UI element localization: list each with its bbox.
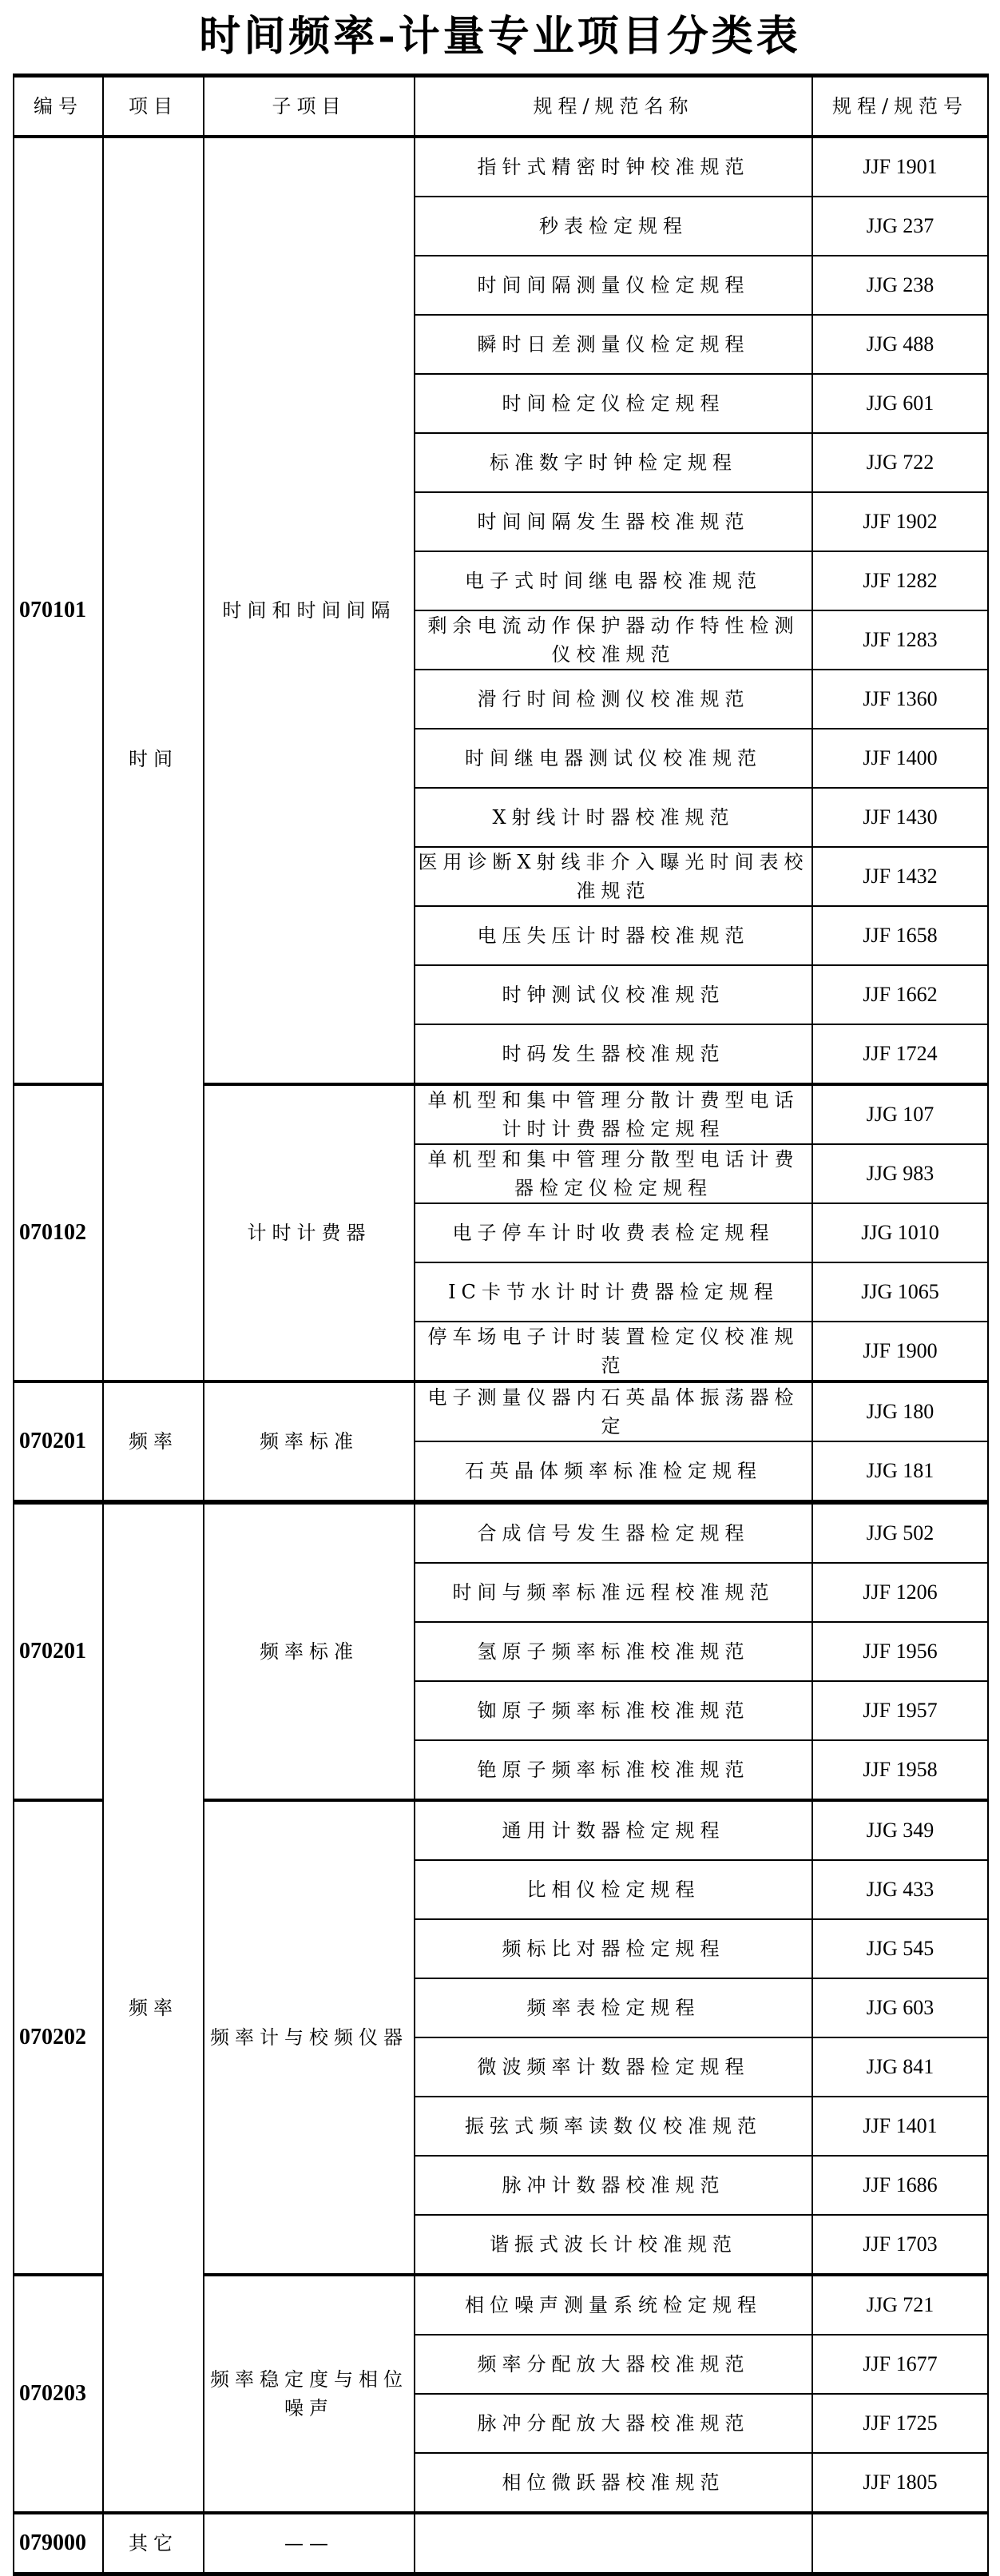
item-cell: 频率 [103,1381,204,1502]
section-code: 070101 [14,137,103,1084]
spec-name-cell: 氢原子频率标准校准规范 [415,1622,812,1681]
spec-name-cell: 频标比对器检定规程 [415,1919,812,1978]
spec-name-cell: 铷原子频率标准校准规范 [415,1681,812,1740]
spec-name-cell: 脉冲计数器校准规范 [415,2156,812,2215]
subitem-cell: 频率标准 [204,1381,415,1502]
spec-number-cell: JJG 237 [812,197,988,256]
spec-name-cell: 时间继电器测试仪校准规范 [415,729,812,788]
spec-name-cell: 时钟测试仪校准规范 [415,965,812,1024]
spec-name-cell: 铯原子频率标准校准规范 [415,1740,812,1800]
spec-name-cell: 时间间隔发生器校准规范 [415,492,812,551]
spec-number-cell: JJF 1677 [812,2335,988,2394]
spec-number-cell: JJF 1703 [812,2215,988,2275]
spec-number-cell: JJF 1658 [812,906,988,965]
spec-name-cell: 石英晶体频率标准检定规程 [415,1441,812,1502]
spec-number-cell: JJF 1805 [812,2453,988,2513]
header-spec-name: 规程/规范名称 [415,76,812,137]
spec-name-cell: IC卡节水计时计费器检定规程 [415,1262,812,1322]
spec-number-cell: JJG 238 [812,256,988,315]
spec-number-cell: JJF 1725 [812,2394,988,2453]
spec-number-cell: JJG 502 [812,1502,988,1563]
spec-number-cell: JJF 1282 [812,551,988,610]
header-subitem: 子项目 [204,76,415,137]
spec-number-cell: JJF 1662 [812,965,988,1024]
section-code: 070201 [14,1502,103,1800]
spec-number-cell: JJF 1724 [812,1024,988,1084]
spec-number-cell: JJF 1957 [812,1681,988,1740]
spec-name-cell: 频率分配放大器校准规范 [415,2335,812,2394]
spec-number-cell: JJF 1958 [812,1740,988,1800]
spec-name-cell: 停车场电子计时装置检定仪校准规范 [415,1322,812,1381]
spec-name-cell: 微波频率计数器检定规程 [415,2037,812,2097]
item-cell: 其它 [103,2513,204,2574]
spec-number-cell: JJG 721 [812,2275,988,2335]
item-cell: 频率 [103,1502,204,2513]
spec-name-cell: 比相仪检定规程 [415,1860,812,1919]
spec-name-cell [415,2513,812,2574]
spec-name-cell: 医用诊断X射线非介入曝光时间表校准规范 [415,847,812,906]
spec-number-cell: JJF 1430 [812,788,988,847]
spec-name-cell: X射线计时器校准规范 [415,788,812,847]
subitem-cell: 频率计与校频仪器 [204,1800,415,2275]
spec-number-cell [812,2513,988,2574]
spec-number-cell: JJG 1065 [812,1262,988,1322]
spec-number-cell: JJF 1901 [812,137,988,197]
spec-number-cell: JJF 1900 [812,1322,988,1381]
spec-number-cell: JJG 603 [812,1978,988,2037]
classification-table [13,74,989,2576]
spec-number-cell: JJF 1686 [812,2156,988,2215]
section-code: 070203 [14,2275,103,2513]
spec-name-cell: 相位微跃器校准规范 [415,2453,812,2513]
spec-name-cell: 振弦式频率读数仪校准规范 [415,2097,812,2156]
item-cell: 时间 [103,137,204,1381]
table-row [14,137,988,197]
spec-name-cell: 标准数字时钟检定规程 [415,433,812,492]
spec-name-cell: 电压失压计时器校准规范 [415,906,812,965]
spec-number-cell: JJG 433 [812,1860,988,1919]
spec-number-cell: JJG 180 [812,1381,988,1441]
spec-number-cell: JJF 1956 [812,1622,988,1681]
header-spec-number: 规程/规范号 [812,76,988,137]
spec-number-cell: JJG 601 [812,374,988,433]
spec-number-cell: JJG 722 [812,433,988,492]
spec-number-cell: JJF 1432 [812,847,988,906]
section-code: 070202 [14,1800,103,2275]
header-item: 项目 [103,76,204,137]
spec-number-cell: JJG 545 [812,1919,988,1978]
table-row [14,2513,988,2574]
spec-number-cell: JJG 107 [812,1084,988,1144]
spec-name-cell: 指针式精密时钟校准规范 [415,137,812,197]
subitem-cell: 频率标准 [204,1502,415,1800]
spec-name-cell: 单机型和集中管理分散计费型电话计时计费器检定规程 [415,1084,812,1144]
spec-name-cell: 瞬时日差测量仪检定规程 [415,315,812,374]
spec-name-cell: 秒表检定规程 [415,197,812,256]
spec-number-cell: JJG 181 [812,1441,988,1502]
section-code: 070201 [14,1381,103,1502]
spec-number-cell: JJG 488 [812,315,988,374]
spec-name-cell: 合成信号发生器检定规程 [415,1502,812,1563]
page-title: 时间频率-计量专业项目分类表 [199,12,801,61]
section-code: 070102 [14,1084,103,1381]
spec-name-cell: 电子式时间继电器校准规范 [415,551,812,610]
spec-name-cell: 电子测量仪器内石英晶体振荡器检定 [415,1381,812,1441]
table-row [14,1381,988,1441]
spec-name-cell: 时间与频率标准远程校准规范 [415,1563,812,1622]
spec-name-cell: 时间检定仪检定规程 [415,374,812,433]
spec-name-cell: 滑行时间检测仪校准规范 [415,670,812,729]
spec-number-cell: JJF 1206 [812,1563,988,1622]
spec-name-cell: 脉冲分配放大器校准规范 [415,2394,812,2453]
spec-name-cell: 电子停车计时收费表检定规程 [415,1203,812,1262]
spec-name-cell: 谐振式波长计校准规范 [415,2215,812,2275]
spec-number-cell: JJF 1400 [812,729,988,788]
spec-name-cell: 时间间隔测量仪检定规程 [415,256,812,315]
spec-number-cell: JJF 1360 [812,670,988,729]
spec-number-cell: JJG 1010 [812,1203,988,1262]
spec-number-cell: JJF 1401 [812,2097,988,2156]
spec-name-cell: 通用计数器检定规程 [415,1800,812,1860]
table-row [14,1502,988,1563]
subitem-cell: 计时计费器 [204,1084,415,1381]
spec-number-cell: JJF 1902 [812,492,988,551]
spec-number-cell: JJF 1283 [812,610,988,670]
subitem-cell: 时间和时间间隔 [204,137,415,1084]
subitem-cell: 频率稳定度与相位噪声 [204,2275,415,2513]
table-body [14,137,988,2574]
spec-number-cell: JJG 983 [812,1144,988,1203]
subitem-cell: —— [204,2513,415,2574]
section-code: 079000 [14,2513,103,2574]
header-row [14,76,988,137]
spec-name-cell: 相位噪声测量系统检定规程 [415,2275,812,2335]
spec-name-cell: 单机型和集中管理分散型电话计费器检定仪检定规程 [415,1144,812,1203]
spec-number-cell: JJG 349 [812,1800,988,1860]
spec-name-cell: 剩余电流动作保护器动作特性检测仪校准规范 [415,610,812,670]
header-code: 编号 [14,76,103,137]
spec-name-cell: 频率表检定规程 [415,1978,812,2037]
spec-number-cell: JJG 841 [812,2037,988,2097]
spec-name-cell: 时码发生器校准规范 [415,1024,812,1084]
